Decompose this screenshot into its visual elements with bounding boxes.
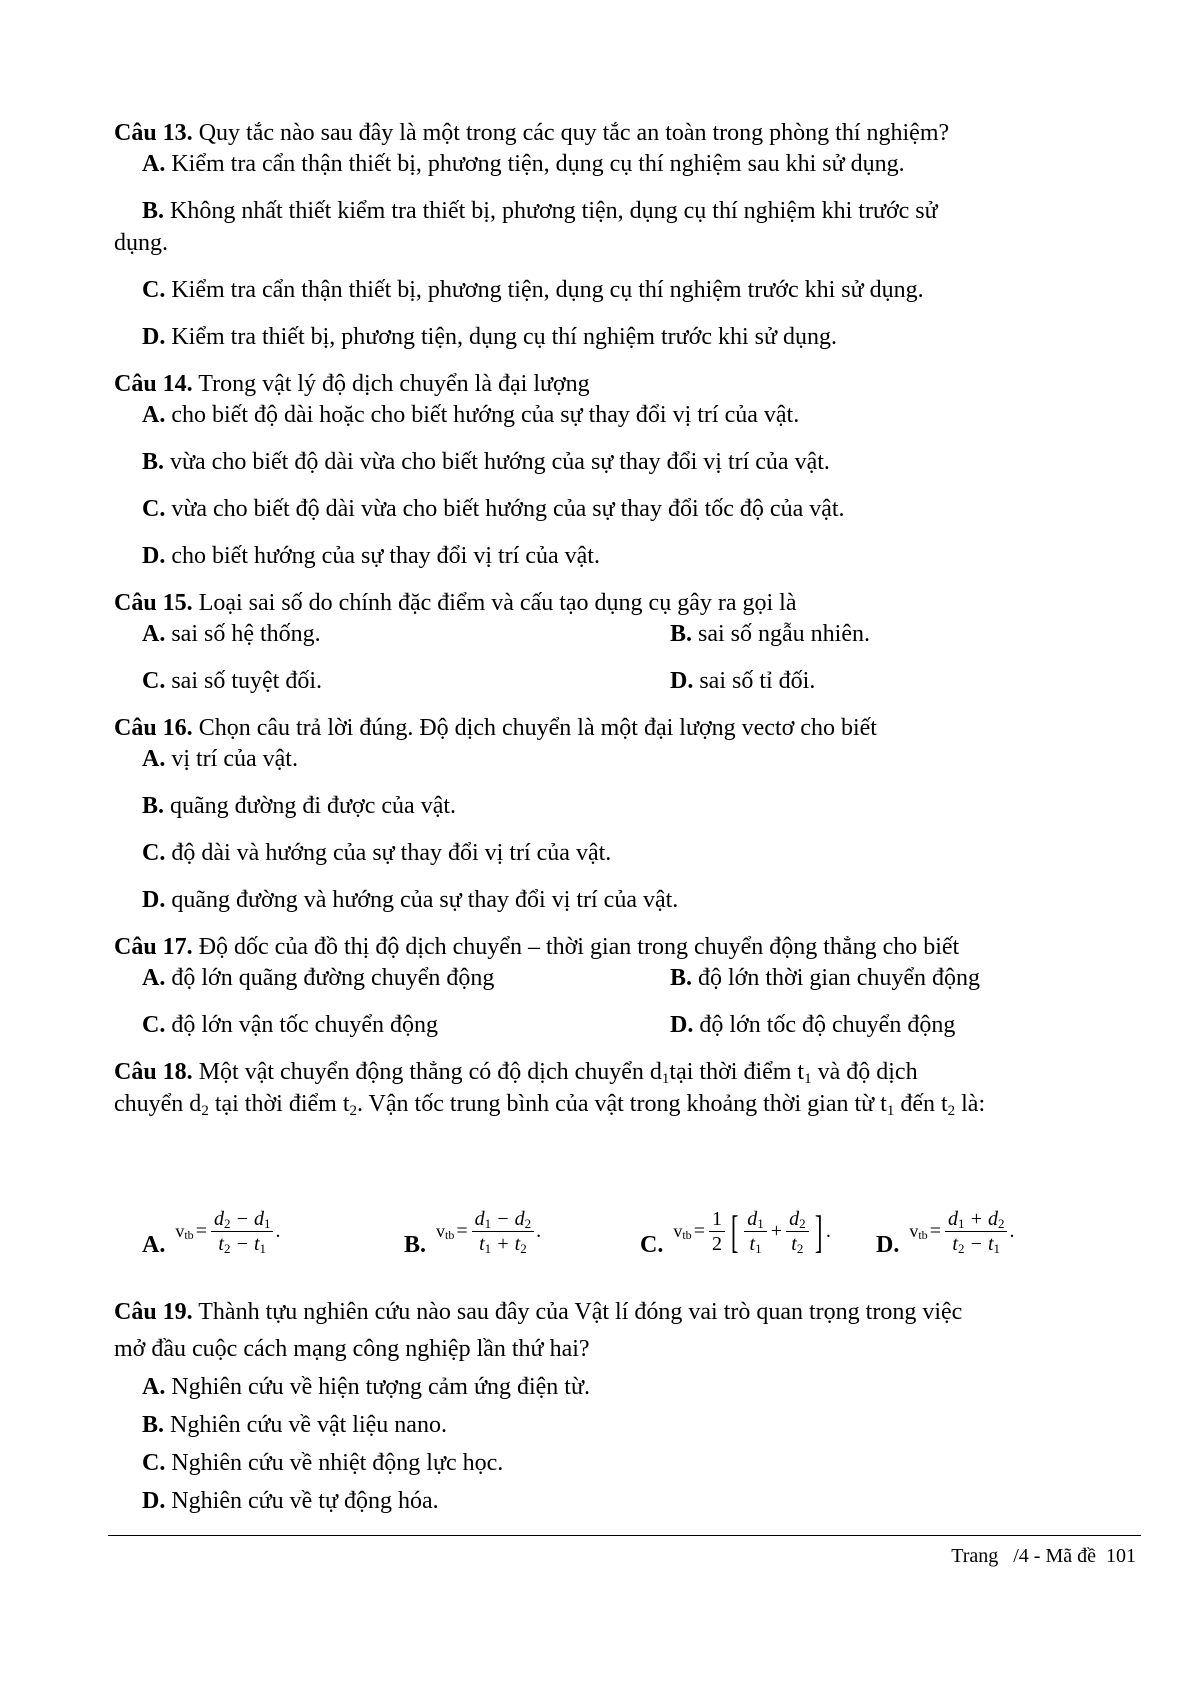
option-text: Nghiên cứu về hiện tượng cảm ứng điện từ.	[165, 1374, 590, 1400]
subscript: 1	[804, 1071, 812, 1087]
option-label: C.	[142, 1450, 166, 1476]
option-17-d	[670, 1010, 955, 1040]
option-label: D.	[142, 1488, 166, 1514]
question-19-continued: mở đầu cuộc cách mạng công nghiệp lần thứ hai?	[114, 1336, 590, 1362]
option-18-c-formula	[640, 1205, 831, 1268]
question-text: tại thời điểm t	[208, 1091, 350, 1117]
subscript: 2	[349, 1103, 357, 1119]
formula-symbol: $v_{tb}$	[909, 1221, 928, 1242]
footer-divider	[108, 1535, 1141, 1536]
option-18-b-formula	[404, 1208, 541, 1268]
question-label: Câu 13.	[114, 120, 193, 146]
option-label: C.	[142, 840, 166, 866]
question-19	[114, 1297, 962, 1327]
option-16-c	[142, 838, 611, 868]
subscript: 2	[947, 1103, 956, 1119]
question-text: tại thời điểm t	[669, 1059, 805, 1085]
option-label: A.	[142, 1374, 166, 1400]
question-18-continued	[114, 1089, 985, 1119]
option-text: Nghiên cứu về tự động hóa.	[165, 1488, 439, 1514]
option-label: A.	[142, 402, 166, 428]
formula-symbol: .	[536, 1220, 542, 1242]
option-15-d	[670, 666, 815, 696]
option-text: độ lớn tốc độ chuyển động	[693, 1012, 956, 1038]
option-13-a	[142, 149, 905, 179]
option-14-c	[142, 494, 845, 524]
option-19-d	[142, 1486, 439, 1516]
question-label: Câu 17.	[114, 934, 193, 960]
question-15	[114, 588, 797, 618]
subscript: 2	[201, 1103, 209, 1119]
formula-symbol: [	[730, 1205, 739, 1257]
option-16-a	[142, 744, 298, 774]
formula-symbol: .	[825, 1220, 831, 1242]
option-19-c	[142, 1448, 503, 1478]
option-15-c	[142, 666, 322, 696]
option-text: Kiểm tra cẩn thận thiết bị, phương tiện, dụng cụ thí nghiệm trước khi sử dụng.	[165, 277, 924, 303]
formula-symbol: ]	[814, 1205, 823, 1257]
option-text: Kiểm tra cẩn thận thiết bị, phương tiện, dụng cụ thí nghiệm sau khi sử dụng.	[165, 151, 905, 177]
option-14-b	[142, 447, 830, 477]
option-13-b	[142, 196, 938, 226]
fraction: $\frac{d_1}{t_1}$	[744, 1208, 767, 1255]
option-label: A.	[142, 621, 166, 647]
option-text: Nghiên cứu về nhiệt động lực học.	[165, 1450, 504, 1476]
formula-symbol: $v_{tb}$	[436, 1221, 455, 1242]
formula-symbol: .	[1009, 1220, 1015, 1242]
option-text: cho biết độ dài hoặc cho biết hướng của sự thay đổi vị trí của vật.	[165, 402, 800, 428]
option-label: D.	[142, 324, 166, 350]
option-text: quãng đường và hướng của sự thay đổi vị trí của vật.	[165, 887, 679, 913]
option-label: B.	[142, 449, 165, 475]
page-footer: Trang /4 - Mã đề 101	[951, 1545, 1136, 1567]
formula-symbol: .	[275, 1220, 281, 1242]
fraction: $\frac{1}{2}$	[709, 1208, 725, 1255]
option-text: cho biết hướng của sự thay đổi vị trí của vật.	[165, 543, 600, 569]
option-13-c	[142, 275, 924, 305]
formula-symbol: $v_{tb}$	[175, 1221, 194, 1242]
formula-symbol: =	[693, 1220, 705, 1242]
subscript: 1	[661, 1071, 670, 1087]
option-text: độ lớn quãng đường chuyển động	[165, 965, 495, 991]
option-label: C.	[142, 496, 166, 522]
option-text: quãng đường đi được của vật.	[164, 793, 457, 819]
question-label: Câu 19.	[114, 1299, 193, 1325]
formula-symbol: =	[195, 1220, 207, 1242]
formula-symbol: =	[456, 1220, 468, 1242]
option-text: vừa cho biết độ dài vừa cho biết hướng của sự thay đổi tốc độ của vật.	[165, 496, 845, 522]
option-text: sai số tuyệt đối.	[165, 668, 322, 694]
option-text: sai số ngẫu nhiên.	[692, 621, 870, 647]
option-label: C.	[640, 1232, 664, 1258]
option-13-b-continued: dụng.	[114, 230, 168, 256]
option-label: B.	[670, 621, 693, 647]
question-text: Trong vật lý độ dịch chuyển là đại lượng	[192, 371, 590, 397]
option-label: A.	[142, 965, 166, 991]
question-17	[114, 932, 959, 962]
question-label: Câu 16.	[114, 715, 193, 741]
option-16-d	[142, 885, 678, 915]
question-text: Chọn câu trả lời đúng. Độ dịch chuyển là một đại lượng vectơ cho biết	[192, 715, 877, 741]
option-label: D.	[670, 1012, 694, 1038]
question-text: Loại sai số do chính đặc điểm và cấu tạo dụng cụ gây ra gọi là	[192, 590, 797, 616]
fraction: $\frac{d_1 - d_2}{t_1 + t_2}$	[472, 1208, 535, 1255]
option-17-b	[670, 963, 980, 993]
question-14	[114, 369, 590, 399]
formula-symbol: $v_{tb}$	[673, 1221, 692, 1242]
question-label: Câu 18.	[114, 1059, 193, 1085]
option-label: C.	[142, 668, 166, 694]
question-label: Câu 14.	[114, 371, 193, 397]
question-13	[114, 118, 949, 148]
question-text: là:	[955, 1091, 986, 1117]
option-label: D.	[670, 668, 694, 694]
formula-symbol: +	[770, 1220, 783, 1242]
question-18	[114, 1057, 918, 1087]
option-text: độ lớn thời gian chuyển động	[692, 965, 981, 991]
option-18-a-formula	[142, 1208, 280, 1268]
option-text: vừa cho biết độ dài vừa cho biết hướng của sự thay đổi vị trí của vật.	[164, 449, 830, 475]
option-text: vị trí của vật.	[165, 746, 298, 772]
option-label: B.	[142, 1412, 165, 1438]
option-label: D.	[142, 543, 166, 569]
question-label: Câu 15.	[114, 590, 193, 616]
option-text: Kiểm tra thiết bị, phương tiện, dụng cụ thí nghiệm trước khi sử dụng.	[165, 324, 837, 350]
option-label: A.	[142, 746, 166, 772]
option-text: Không nhất thiết kiểm tra thiết bị, phương tiện, dụng cụ thí nghiệm khi trước sử	[164, 198, 938, 224]
option-label: C.	[142, 1012, 166, 1038]
fraction: $\frac{d_2}{t_2}$	[786, 1208, 809, 1255]
option-15-b	[670, 619, 870, 649]
option-label: B.	[670, 965, 693, 991]
formula-symbol: =	[929, 1220, 941, 1242]
option-label: A.	[142, 1232, 166, 1258]
option-label: D.	[876, 1232, 900, 1258]
fraction: $\frac{d_2 - d_1}{t_2 - t_1}$	[211, 1208, 274, 1255]
option-label: B.	[142, 198, 165, 224]
fraction: $\frac{d_1 + d_2}{t_2 - t_1}$	[945, 1208, 1008, 1255]
option-label: D.	[142, 887, 166, 913]
option-text: sai số hệ thống.	[165, 621, 321, 647]
option-16-b	[142, 791, 456, 821]
question-16	[114, 713, 877, 743]
question-text: chuyển d	[114, 1091, 202, 1117]
question-text: Quy tắc nào sau đây là một trong các quy tắc an toàn trong phòng thí nghiệm?	[192, 120, 950, 146]
question-text: Độ dốc của đồ thị độ dịch chuyển – thời gian trong chuyển động thẳng cho biết	[192, 934, 960, 960]
option-label: B.	[404, 1232, 427, 1258]
option-17-c	[142, 1010, 438, 1040]
question-text: Thành tựu nghiên cứu nào sau đây của Vật lí đóng vai trò quan trọng trong việc	[192, 1299, 963, 1325]
option-text: độ lớn vận tốc chuyển động	[165, 1012, 438, 1038]
option-19-a	[142, 1372, 590, 1402]
subscript: 1	[886, 1103, 895, 1119]
question-text: . Vận tốc trung bình của vật trong khoảng thời gian từ t	[356, 1091, 887, 1117]
option-label: A.	[142, 151, 166, 177]
option-19-b	[142, 1410, 447, 1440]
option-17-a	[142, 963, 494, 993]
option-label: C.	[142, 277, 166, 303]
option-text: sai số tỉ đối.	[693, 668, 816, 694]
option-15-a	[142, 619, 321, 649]
option-13-d	[142, 322, 837, 352]
option-18-d-formula	[876, 1208, 1014, 1268]
question-text: Một vật chuyển động thẳng có độ dịch chuyển d	[192, 1059, 662, 1085]
option-text: độ dài và hướng của sự thay đổi vị trí của vật.	[165, 840, 612, 866]
option-text: Nghiên cứu về vật liệu nano.	[164, 1412, 447, 1438]
question-text: và độ dịch	[811, 1059, 918, 1085]
option-14-a	[142, 400, 799, 430]
question-text: đến t	[894, 1091, 948, 1117]
option-14-d	[142, 541, 600, 571]
option-label: B.	[142, 793, 165, 819]
